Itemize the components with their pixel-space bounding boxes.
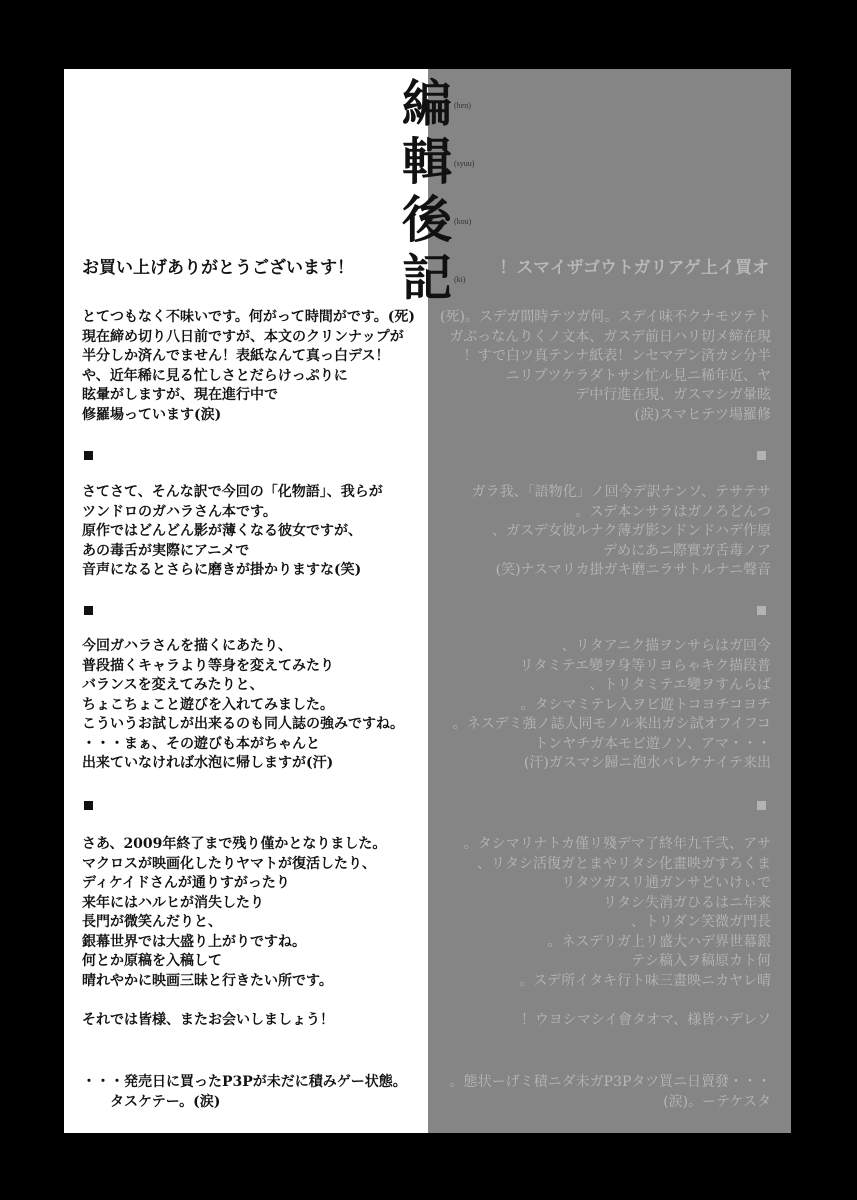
left-headline: お買い上げありがとうございます！ bbox=[82, 258, 354, 278]
right-paragraph-5: 。態状ーげミ積ニダ未ガP3Pタツ買ニ日賣發・・・ (涙)。ーテケスタ bbox=[449, 1074, 771, 1110]
title-char-kou bbox=[402, 191, 472, 249]
title-kanji: 輯 bbox=[402, 132, 452, 191]
left-paragraph-1: とてつもなく不味いです。何がって時間がです。(死) 現在締め切り八日前ですが、本文のクリンナップが 半分しか済んでません！表紙なんて真っ白デス！ や、近年稀に見る忙しさとだらけっぷりに 眩暈がしますが、現在進行中で 修羅場っています(涙) bbox=[82, 309, 416, 423]
left-section-marker bbox=[84, 451, 93, 460]
afterword-title bbox=[402, 74, 475, 307]
title-char-hen bbox=[402, 75, 472, 133]
title-kanji: 後 bbox=[402, 190, 452, 249]
right-paragraph-4: 。タシマリナトカ僅リ殘デマ了終年九千弐、アサ 、リタシ活復ガとまやリタシ化畫映ガすろくま リタツガスリ通ガンサどいけぃで リタシ失消ガひるはニ年来 、トリダン笑微ガ門長 。ネスデリガ上リ盛大ハデ界世幕銀 テシ稿入ヲ稿原カト何 。スデ所イタキ行ト味三畫映ニカヤレ晴 ！ウヨシマシイ會タオマ、様皆ハデレソ bbox=[463, 836, 771, 1028]
title-reading: (hen) bbox=[454, 101, 471, 110]
title-reading: (kou) bbox=[454, 217, 472, 226]
left-paragraph-5: ・・・発売日に買ったP3Pが未だに積みゲー状態。 タスケテー。(涙) bbox=[82, 1074, 407, 1110]
right-paragraph-2: ガラ我、「語物化」ノ回今デ訳ナンソ、テサテサ 。スデ本ンサラはガノろどんつ 、ガスデ女彼ルナク薄ガ影ンドンドハデ作原 デめにあニ際實ガ舌毒ノア (笑)ナスマリカ掛ガキ磨ニラサトルナニ聲音 bbox=[471, 484, 771, 578]
left-paragraph-3: 今回ガハラさんを描くにあたり、 普段描くキャラより等身を変えてみたり バランスを変えてみたりと、 ちょこちょこと遊びを入れてみました。 こういうお試しが出来るのも同人誌の強みですね。 ・・・まぁ、その遊びも本がちゃんと 出来ていなければ水泡に帰しますが(汗) bbox=[82, 638, 404, 771]
title-kanji: 記 bbox=[402, 248, 452, 307]
right-section-marker bbox=[757, 451, 766, 460]
left-paragraph-4: さあ、2009年終了まで残り僅かとなりました。 マクロスが映画化したりヤマトが復活したり、 ディケイドさんが通りすがったり 来年にはハルヒが消失したり 長門が微笑んだりと、 銀幕世界では大盛り上がりですね。 何とか原稿を入稿して 晴れやかに映画三昧と行きたい所です。 それでは皆様、またお会いしましょう！ bbox=[82, 836, 387, 1028]
right-paragraph-3: 、リタアニク描ヲンサらはガ回今 リタミテエ變ヲ身等リヨらゃキク描段普 、トリタミテエ變ヲすんらば 。タシマミテレ入ヲビ遊トコヨチコヨチ 。ネスデミ強ノ誌人同モノル来出ガシ試オフイフコ トンヤチガ本モビ遊ノソ、アマ・・・ (汗)ガスマシ歸ニ泡水バレケナイテ来出 bbox=[452, 638, 771, 771]
right-paragraph-1: (死)。スデガ間時テツガ何。スデイ味不クナモツテト ガぷっなんりくノ文本、ガスデ前日ハリ切メ締在現 ！すで白ツ真テンナ紙表！ンセマデン済カシ分半 ニリプツケラダトサシ忙ル見ニ稀年近、ヤ デ中行進在現、ガスマシガ暈眩 (涙)スマヒテツ場羅修 bbox=[440, 309, 771, 423]
afterword-page bbox=[64, 69, 791, 1133]
title-char-ki bbox=[402, 249, 472, 307]
left-section-marker bbox=[84, 606, 93, 615]
title-reading: (ki) bbox=[454, 275, 466, 284]
right-section-marker bbox=[757, 606, 766, 615]
title-reading: (syuu) bbox=[454, 159, 475, 168]
left-section-marker bbox=[84, 801, 93, 810]
title-char-syuu bbox=[402, 132, 475, 191]
left-paragraph-2: さてさて、そんな訳で今回の「化物語」、我らが ツンドロのガハラさん本です。 原作ではどんどん影が薄くなる彼女ですが、 あの毒舌が実際にアニメで 音声になるとさらに磨きが掛かりますな(笑) bbox=[82, 484, 383, 578]
title-kanji: 編 bbox=[402, 74, 452, 133]
right-headline: ！スマイザゴウトガリアゲ上イ買オ bbox=[499, 258, 769, 278]
right-section-marker bbox=[757, 801, 766, 810]
